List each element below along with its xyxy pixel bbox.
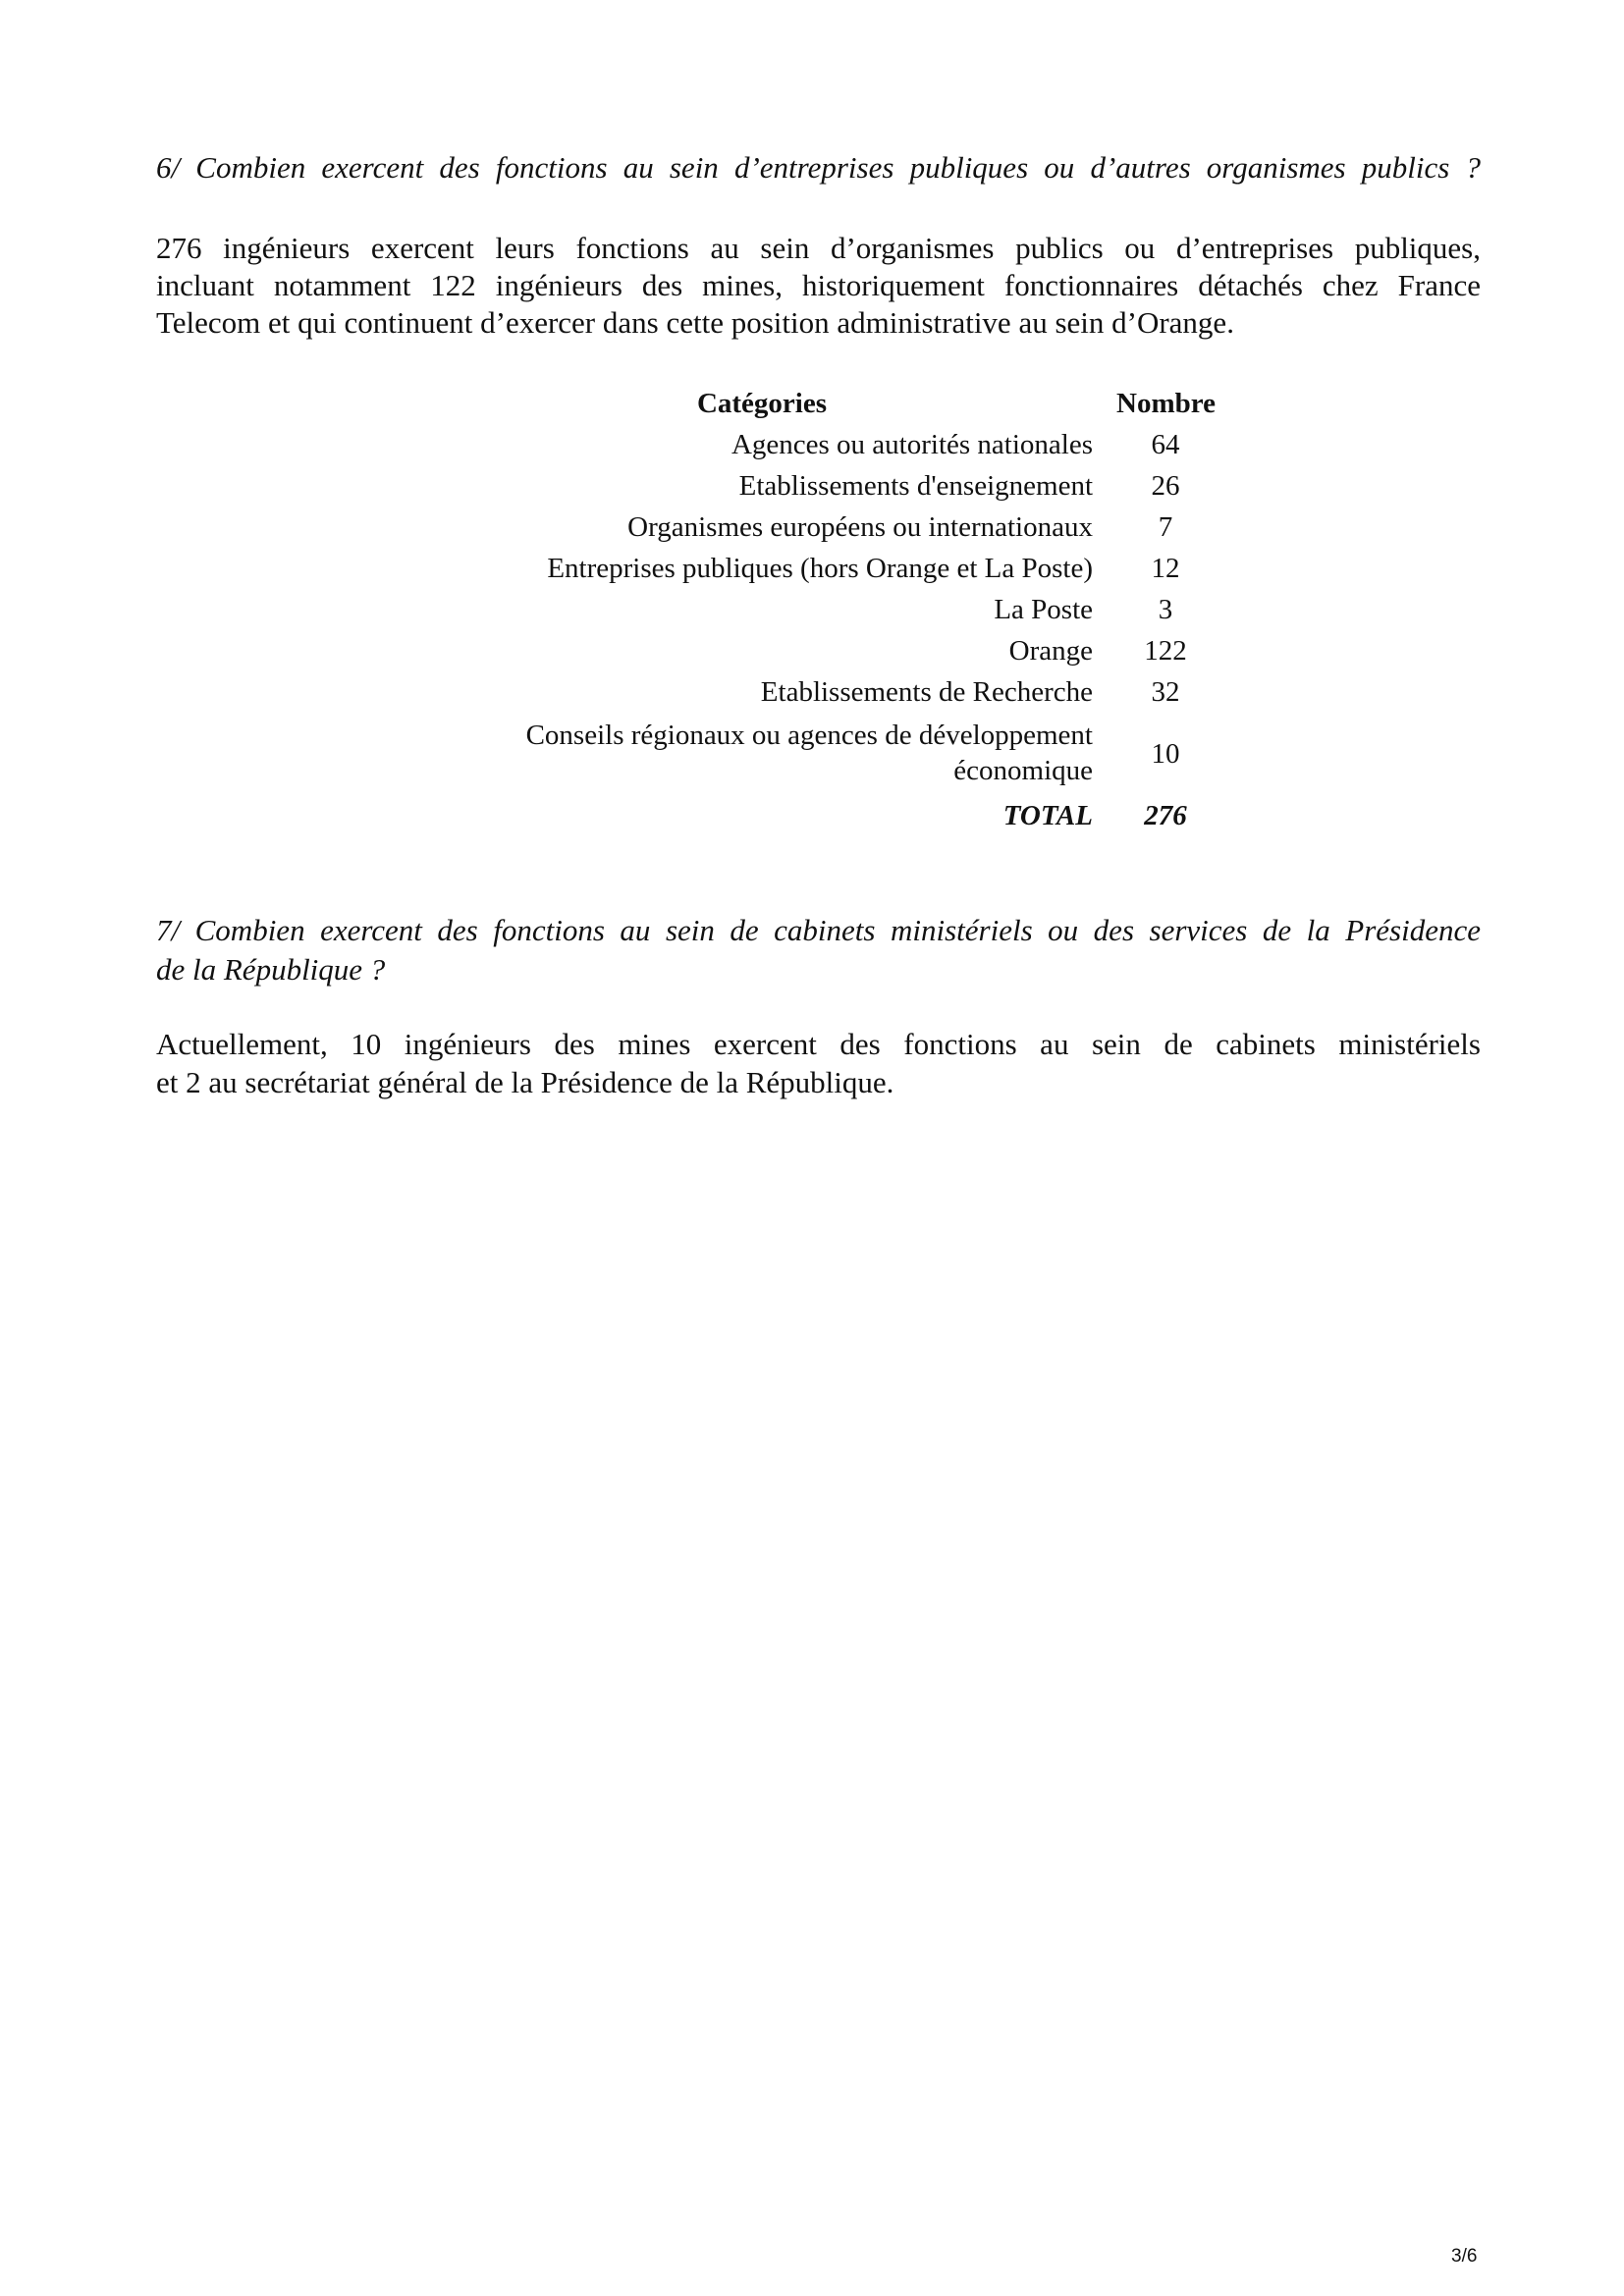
q7-paragraph-line: Actuellement, 10 ingénieurs des mines exercent des fonctions au sein de cabinets ministériels <box>156 1027 1481 1061</box>
table-row-category: Organismes européens ou internationaux <box>627 511 1093 543</box>
table-row-category: économique <box>953 755 1093 786</box>
table-row-count: 32 <box>1151 676 1180 708</box>
question-6-heading: 6/ Combien exercent des fonctions au sein d’entreprises publiques ou d’autres organismes publics ? <box>156 150 1481 185</box>
table-row-count: 10 <box>1151 738 1180 770</box>
table-row-category: Entreprises publiques (hors Orange et La Poste) <box>547 553 1093 584</box>
table-row-category: La Poste <box>994 594 1093 625</box>
q7-paragraph-line: et 2 au secrétariat général de la Présidence de la République. <box>156 1065 894 1099</box>
table-row-category: Agences ou autorités nationales <box>731 429 1093 460</box>
table-row-count: 3 <box>1158 594 1173 625</box>
q6-paragraph-line: 276 ingénieurs exercent leurs fonctions au sein d’organismes publics ou d’entreprises publiques, <box>156 231 1481 265</box>
total-label: TOTAL <box>1002 800 1093 831</box>
question-7-heading: 7/ Combien exercent des fonctions au sein de cabinets ministériels ou des services de la Présidence <box>156 913 1481 947</box>
table-row-category: Etablissements d'enseignement <box>738 470 1093 502</box>
total-count: 276 <box>1144 800 1187 831</box>
table-row-category: Conseils régionaux ou agences de développement <box>525 720 1093 751</box>
header-nombre: Nombre <box>1116 388 1216 419</box>
q6-paragraph-line: Telecom et qui continuent d’exercer dans cette position administrative au sein d’Orange. <box>156 305 1234 340</box>
header-categories: Catégories <box>696 388 827 419</box>
question-7-heading: de la République ? <box>156 952 386 987</box>
table-row-count: 122 <box>1144 635 1187 667</box>
table-row-count: 26 <box>1151 470 1180 502</box>
table-row-category: Orange <box>1008 635 1093 667</box>
table-row-category: Etablissements de Recherche <box>760 676 1093 708</box>
table-row-count: 7 <box>1158 511 1173 543</box>
table-row-count: 12 <box>1151 553 1180 584</box>
page-number: 3/6 <box>1451 2246 1478 2267</box>
q6-paragraph-line: incluant notamment 122 ingénieurs des mines, historiquement fonctionnaires détachés chez France <box>156 268 1481 302</box>
table-row-count: 64 <box>1151 429 1180 460</box>
